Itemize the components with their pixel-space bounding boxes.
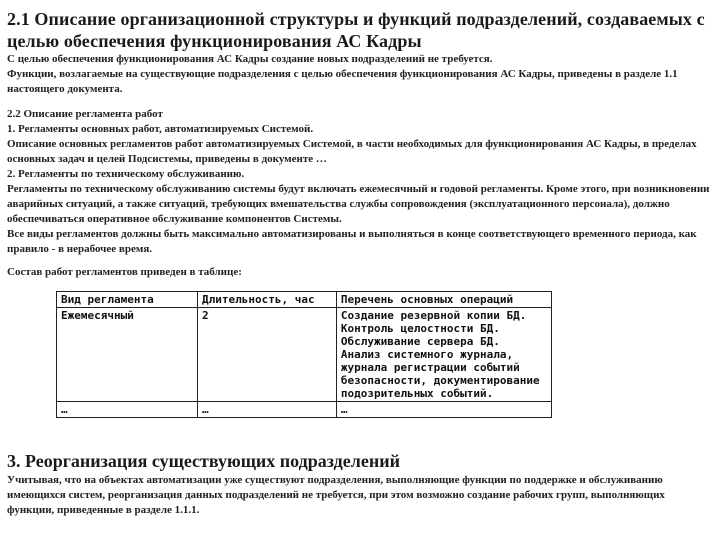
section-2-2-title: 2.2 Описание регламента работ [7,108,163,120]
regulations-item-1: 1. Регламенты основных работ, автоматизируемых Системой. [7,123,314,135]
document-page [7,8,713,280]
table-intro: Состав работ регламентов приведен в таблице: [7,266,242,278]
section-2-1-title: 2.1 Описание организационной структуры и функций подразделений, создаваемых с целью обеспечения функционирования АС Кадры [7,9,705,51]
section-2-1-paragraph-2: Функции, возлагаемые на существующие подразделения с целью обеспечения функционирования АС Кадры, приведены в разделе 1.1 настоящего документа. [7,68,678,95]
section-2-1-paragraph-1: С целью обеспечения функционирования АС Кадры создание новых подразделений не требуется. [7,53,493,65]
table-row [57,402,552,418]
table-header-type: Вид регламента [57,292,198,308]
operation-item: Обслуживание сервера БД. [340,335,500,348]
table-header-duration: Длительность, час [197,292,336,308]
table-cell-operations [336,308,551,402]
table-header-row [57,292,552,308]
regulations-table [56,291,552,418]
regulations-item-2: 2. Регламенты по техническому обслуживанию. [7,168,245,180]
operation-item: Контроль целостности БД. [340,322,500,335]
table-cell-duration: 2 [197,308,336,402]
table-cell-operations: … [336,402,551,418]
table-header-operations: Перечень основных операций [336,292,551,308]
table-cell-duration: … [197,402,336,418]
table-cell-type: … [57,402,198,418]
operation-item: Анализ системного журнала, журнала регистрации событий безопасности, документирование подозрительных событий. [340,348,540,400]
regulations-automation-note: Все виды регламентов должны быть максимально автоматизированы и выполняться в конце соответствующего временного периода, как правило - в нерабочее время. [7,228,697,255]
table-row [57,308,552,402]
regulations-item-2-description: Регламенты по техническому обслуживанию системы будут включать ежемесячный и годовой регламенты. Кроме этого, при возникновении аварийных ситуаций, а также ситуаций, требующих вмешательства службы сопровождения (эксплуатационного персонала), должно обеспечиваться оперативное обслуживание компонентов Системы. [7,183,710,225]
section-3-title: 3. Реорганизация существующих подразделений [7,451,400,471]
table-cell-type: Ежемесячный [57,308,198,402]
regulations-item-1-description: Описание основных регламентов работ автоматизируемых Системой, в части необходимых для функционирования АС Кадры, в пределах основных задач и целей Подсистемы, приведены в документе … [7,138,697,165]
section-3-paragraph: Учитывая, что на объектах автоматизации уже существуют подразделения, выполняющие функции по поддержке и обслуживанию имеющихся систем, реорганизация данных подразделений не требуется, при этом возможно создание рабочих групп, выполняющих функции, приведенные в разделе 1.1.1. [7,474,665,516]
operation-item: Создание резервной копии БД. [340,309,527,322]
